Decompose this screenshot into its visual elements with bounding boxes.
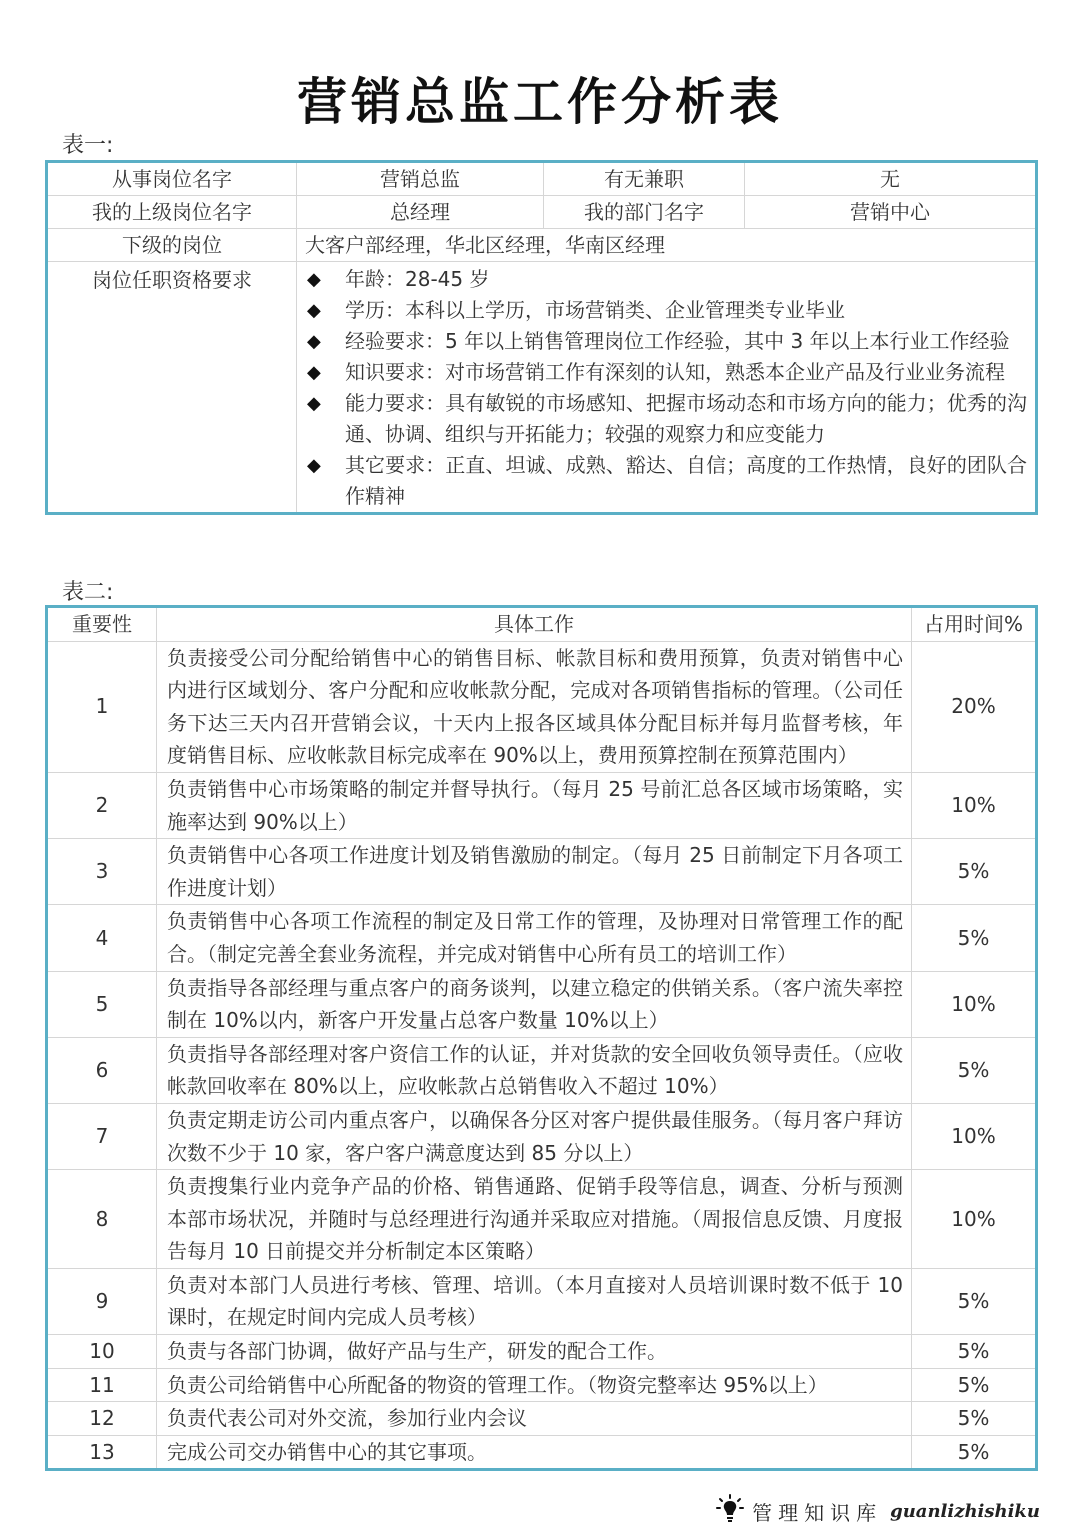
table-header-row: [47, 607, 1037, 642]
work-cell: 负责指导各部经理对客户资信工作的认证，并对货款的安全回收负领导责任。（应收帐款回收率在 80%以上，应收帐款占总销售收入不超过 10%）: [157, 1037, 912, 1103]
table-row: [47, 971, 1037, 1037]
list-item: [305, 450, 1027, 512]
position-name-value: 营销总监: [297, 162, 544, 196]
time-cell: 5%: [912, 1335, 1037, 1369]
rank-cell: 11: [47, 1368, 157, 1402]
requirement-text: 其它要求：正直、坦诚、成熟、豁达、自信；高度的工作热情，良好的团队合作精神: [345, 453, 1027, 508]
list-item: [305, 388, 1027, 450]
list-item: [305, 357, 1027, 388]
page-title: 营销总监工作分析表: [297, 73, 783, 131]
brand-name-en: guanlizhishiku: [890, 1500, 1040, 1522]
time-cell: 10%: [912, 1170, 1037, 1269]
rank-cell: 5: [47, 971, 157, 1037]
job-info-table: [45, 160, 1038, 515]
table-row: [47, 196, 1037, 229]
rank-cell: 3: [47, 839, 157, 905]
column-header-importance: 重要性: [47, 607, 157, 642]
work-cell: 负责与各部门协调，做好产品与生产，研发的配合工作。: [157, 1335, 912, 1369]
rank-cell: 1: [47, 641, 157, 772]
work-cell: 负责搜集行业内竞争产品的价格、销售通路、促销手段等信息，调查、分析与预测本部市场状况，并随时与总经理进行沟通并采取应对措施。（周报信息反馈、月度报告每月 10 日前提交并分析制定本区策略）: [157, 1170, 912, 1269]
work-cell: 完成公司交办销售中心的其它事项。: [157, 1435, 912, 1470]
table-row: [47, 1402, 1037, 1436]
table-row: [47, 1170, 1037, 1269]
time-cell: 5%: [912, 1037, 1037, 1103]
lightbulb-icon: [716, 1494, 744, 1529]
requirements-cell: [297, 262, 1037, 514]
position-name-label: 从事岗位名字: [47, 162, 297, 196]
time-cell: 10%: [912, 971, 1037, 1037]
rank-cell: 8: [47, 1170, 157, 1269]
table-row: [47, 905, 1037, 971]
list-item: [305, 295, 1027, 326]
time-cell: 5%: [912, 1268, 1037, 1334]
column-header-time: 占用时间%: [912, 607, 1037, 642]
list-item: [305, 264, 1027, 295]
table-row: [47, 1103, 1037, 1169]
work-cell: 负责接受公司分配给销售中心的销售目标、帐款目标和费用预算，负责对销售中心内进行区域划分、客户分配和应收帐款分配，完成对各项销售指标的管理。（公司任务下达三天内召开营销会议，十天内上报各区域具体分配目标并每月监督考核，年度销售目标、应收帐款目标完成率在 90%以上，费用预算控制在预算范围内）: [157, 641, 912, 772]
time-cell: 5%: [912, 905, 1037, 971]
footer-brand: [716, 1494, 1040, 1528]
diamond-bullet-icon: ◆: [307, 362, 321, 383]
table-row: [47, 1335, 1037, 1369]
department-label: 我的部门名字: [544, 196, 745, 229]
part-time-value: 无: [745, 162, 1037, 196]
work-duties-table: [45, 605, 1038, 1471]
diamond-bullet-icon: ◆: [307, 393, 321, 414]
work-cell: 负责定期走访公司内重点客户，以确保各分区对客户提供最佳服务。（每月客户拜访次数不少于 10 家，客户客户满意度达到 85 分以上）: [157, 1103, 912, 1169]
rank-cell: 4: [47, 905, 157, 971]
brand-name-cn: 管理知识库: [752, 1500, 883, 1525]
table-row: [47, 262, 1037, 514]
requirement-text: 知识要求：对市场营销工作有深刻的认知，熟悉本企业产品及行业业务流程: [345, 360, 1005, 384]
part-time-label: 有无兼职: [544, 162, 745, 196]
requirement-text: 学历：本科以上学历，市场营销类、企业管理类专业毕业: [345, 298, 845, 322]
rank-cell: 10: [47, 1335, 157, 1369]
table2-caption: 表二:: [62, 580, 114, 605]
table-row: [47, 1037, 1037, 1103]
superior-label: 我的上级岗位名字: [47, 196, 297, 229]
time-cell: 20%: [912, 641, 1037, 772]
table-row: [47, 1368, 1037, 1402]
diamond-bullet-icon: ◆: [307, 455, 321, 476]
rank-cell: 7: [47, 1103, 157, 1169]
work-cell: 负责公司给销售中心所配备的物资的管理工作。（物资完整率达 95%以上）: [157, 1368, 912, 1402]
diamond-bullet-icon: ◆: [307, 300, 321, 321]
rank-cell: 6: [47, 1037, 157, 1103]
table-row: [47, 641, 1037, 772]
time-cell: 5%: [912, 1402, 1037, 1436]
superior-value: 总经理: [297, 196, 544, 229]
rank-cell: 12: [47, 1402, 157, 1436]
table1-caption: 表一:: [62, 133, 114, 158]
requirement-text: 经验要求：5 年以上销售管理岗位工作经验，其中 3 年以上本行业工作经验: [345, 329, 1010, 353]
table-row: [47, 772, 1037, 838]
time-cell: 10%: [912, 772, 1037, 838]
rank-cell: 2: [47, 772, 157, 838]
table-row: [47, 839, 1037, 905]
department-value: 营销中心: [745, 196, 1037, 229]
subordinate-value: 大客户部经理，华北区经理，华南区经理: [297, 229, 1037, 262]
work-cell: 负责指导各部经理与重点客户的商务谈判，以建立稳定的供销关系。（客户流失率控制在 10%以内，新客户开发量占总客户数量 10%以上）: [157, 971, 912, 1037]
requirement-text: 年龄：28-45 岁: [345, 267, 490, 291]
rank-cell: 9: [47, 1268, 157, 1334]
diamond-bullet-icon: ◆: [307, 269, 321, 290]
work-cell: 负责代表公司对外交流，参加行业内会议: [157, 1402, 912, 1436]
table-row: [47, 229, 1037, 262]
list-item: [305, 326, 1027, 357]
time-cell: 5%: [912, 1435, 1037, 1470]
time-cell: 10%: [912, 1103, 1037, 1169]
rank-cell: 13: [47, 1435, 157, 1470]
table-row: [47, 1268, 1037, 1334]
diamond-bullet-icon: ◆: [307, 331, 321, 352]
work-cell: 负责销售中心市场策略的制定并督导执行。（每月 25 号前汇总各区域市场策略，实施率达到 90%以上）: [157, 772, 912, 838]
work-cell: 负责销售中心各项工作进度计划及销售激励的制定。（每月 25 日前制定下月各项工作进度计划）: [157, 839, 912, 905]
requirements-list: [305, 262, 1027, 512]
table-row: [47, 162, 1037, 196]
time-cell: 5%: [912, 839, 1037, 905]
requirements-label: 岗位任职资格要求: [47, 262, 297, 514]
work-cell: 负责销售中心各项工作流程的制定及日常工作的管理，及协理对日常管理工作的配合。（制定完善全套业务流程，并完成对销售中心所有员工的培训工作）: [157, 905, 912, 971]
subordinate-label: 下级的岗位: [47, 229, 297, 262]
requirement-text: 能力要求：具有敏锐的市场感知、把握市场动态和市场方向的能力；优秀的沟通、协调、组织与开拓能力；较强的观察力和应变能力: [345, 391, 1027, 446]
column-header-work: 具体工作: [157, 607, 912, 642]
work-cell: 负责对本部门人员进行考核、管理、培训。（本月直接对人员培训课时数不低于 10 课时，在规定时间内完成人员考核）: [157, 1268, 912, 1334]
time-cell: 5%: [912, 1368, 1037, 1402]
table-row: [47, 1435, 1037, 1470]
